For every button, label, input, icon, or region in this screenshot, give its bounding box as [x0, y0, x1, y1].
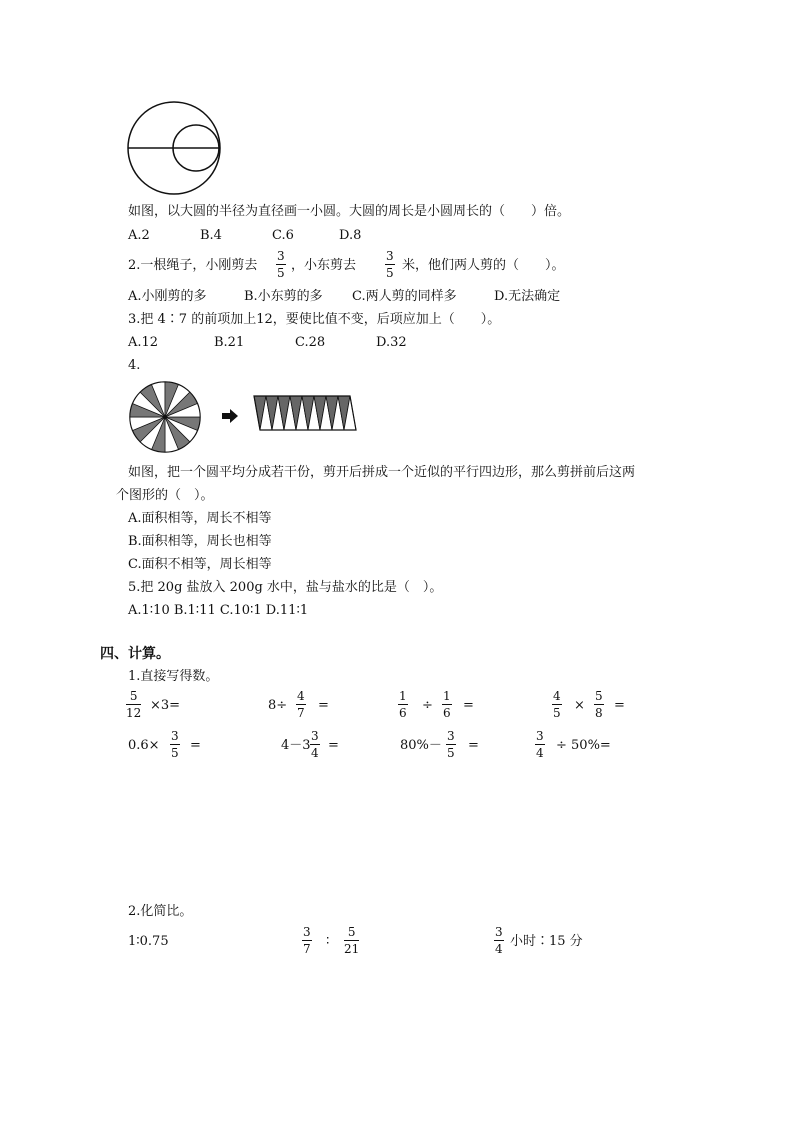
q1-option-a: A.2	[128, 228, 150, 243]
q2-fraction-2: $\frac{3}{5}$	[386, 249, 394, 280]
e7-post: =	[468, 738, 479, 753]
q3-question: 3.把 4∶7 的前项加上12，要使比值不变，后项应加上（ ）。	[128, 312, 501, 327]
q2-text-post: 米，他们两人剪的（ ）。	[402, 258, 565, 273]
e2-fraction: $\frac{4}{7}$	[297, 689, 305, 720]
q4-question-line2: 个图形的（ ）。	[116, 488, 214, 503]
q2-text-mid: ，小东剪去	[291, 258, 357, 273]
e3-post: =	[463, 698, 474, 713]
sub-heading-2: 2.化简比。	[128, 904, 193, 919]
ratio-2-fraction-2: $\frac{5}{21}$	[344, 925, 360, 956]
e4-op: ×	[574, 698, 585, 713]
q2-option-b: B.小东剪的多	[244, 289, 323, 304]
q4-question-line1: 如图，把一个圆平均分成若干份，剪开后拼成一个近似的平行四边形，那么剪拼前后这两	[128, 465, 636, 480]
q4-option-b: B.面积相等，周长也相等	[128, 534, 272, 549]
e4-fraction-1: $\frac{4}{5}$	[553, 689, 561, 720]
q3-option-b: B.21	[214, 335, 245, 350]
q1-option-b: B.4	[200, 228, 222, 243]
q1-question: 如图，以大圆的半径为直径画一小圆。大圆的周长是小圆周长的（ ）倍。	[128, 204, 571, 219]
ratio-2-op: ∶	[326, 934, 330, 949]
e2-post: =	[318, 698, 329, 713]
arrow-icon	[222, 409, 238, 423]
q2-text-pre: 2.一根绳子，小刚剪去	[128, 258, 258, 273]
q2-option-c: C.两人剪的同样多	[352, 289, 457, 304]
e5-fraction: $\frac{3}{5}$	[171, 729, 179, 760]
q3-option-d: D.32	[376, 335, 407, 350]
q2-option-a: A.小刚剪的多	[128, 289, 207, 304]
e6-fraction: $\frac{3}{4}$	[311, 729, 319, 760]
ratio-2-fraction-1: $\frac{3}{7}$	[303, 925, 311, 956]
q4-number: 4.	[128, 358, 141, 373]
e7-fraction: $\frac{3}{5}$	[447, 729, 455, 760]
ratio-3-fraction: $\frac{3}{4}$	[495, 925, 503, 956]
q3-option-a: A.12	[128, 335, 159, 350]
q1-option-c: C.6	[272, 228, 294, 243]
sector-circle-figure	[128, 380, 202, 454]
e4-fraction-2: $\frac{5}{8}$	[595, 689, 603, 720]
e1-fraction: $\frac{5}{12}$	[126, 689, 142, 720]
q5-options: A.1∶10 B.1∶11 C.10∶1 D.11∶1	[128, 603, 309, 618]
circle-figure	[126, 100, 222, 196]
e8-post: ÷ 50%=	[556, 738, 611, 753]
q2-option-d: D.无法确定	[494, 289, 561, 304]
q3-option-c: C.28	[295, 335, 326, 350]
parallelogram-figure	[250, 392, 360, 434]
q5-question: 5.把 20g 盐放入 200g 水中，盐与盐水的比是（ ）。	[128, 580, 443, 595]
e6-pre: 4－3	[281, 738, 311, 753]
e1-post: ×3=	[150, 698, 181, 713]
sub-heading-1: 1.直接写得数。	[128, 669, 219, 684]
e3-fraction-2: $\frac{1}{6}$	[443, 689, 451, 720]
e8-fraction: $\frac{3}{4}$	[536, 729, 544, 760]
e5-post: =	[190, 738, 201, 753]
q4-option-c: C.面积不相等，周长相等	[128, 557, 272, 572]
section-title: 四、计算。	[100, 646, 170, 662]
q4-option-a: A.面积相等，周长不相等	[128, 511, 272, 526]
q1-option-d: D.8	[339, 228, 362, 243]
e3-fraction-1: $\frac{1}{6}$	[399, 689, 407, 720]
e5-pre: 0.6×	[128, 738, 160, 753]
ratio-1: 1∶0.75	[128, 934, 169, 949]
e4-post: =	[614, 698, 625, 713]
ratio-3-post: 小时∶15 分	[510, 934, 583, 949]
e3-op: ÷	[422, 698, 433, 713]
e7-pre: 80%－	[400, 738, 442, 753]
e6-post: =	[328, 738, 339, 753]
q2-fraction-1: $\frac{3}{5}$	[277, 249, 285, 280]
e2-pre: 8÷	[268, 698, 288, 713]
